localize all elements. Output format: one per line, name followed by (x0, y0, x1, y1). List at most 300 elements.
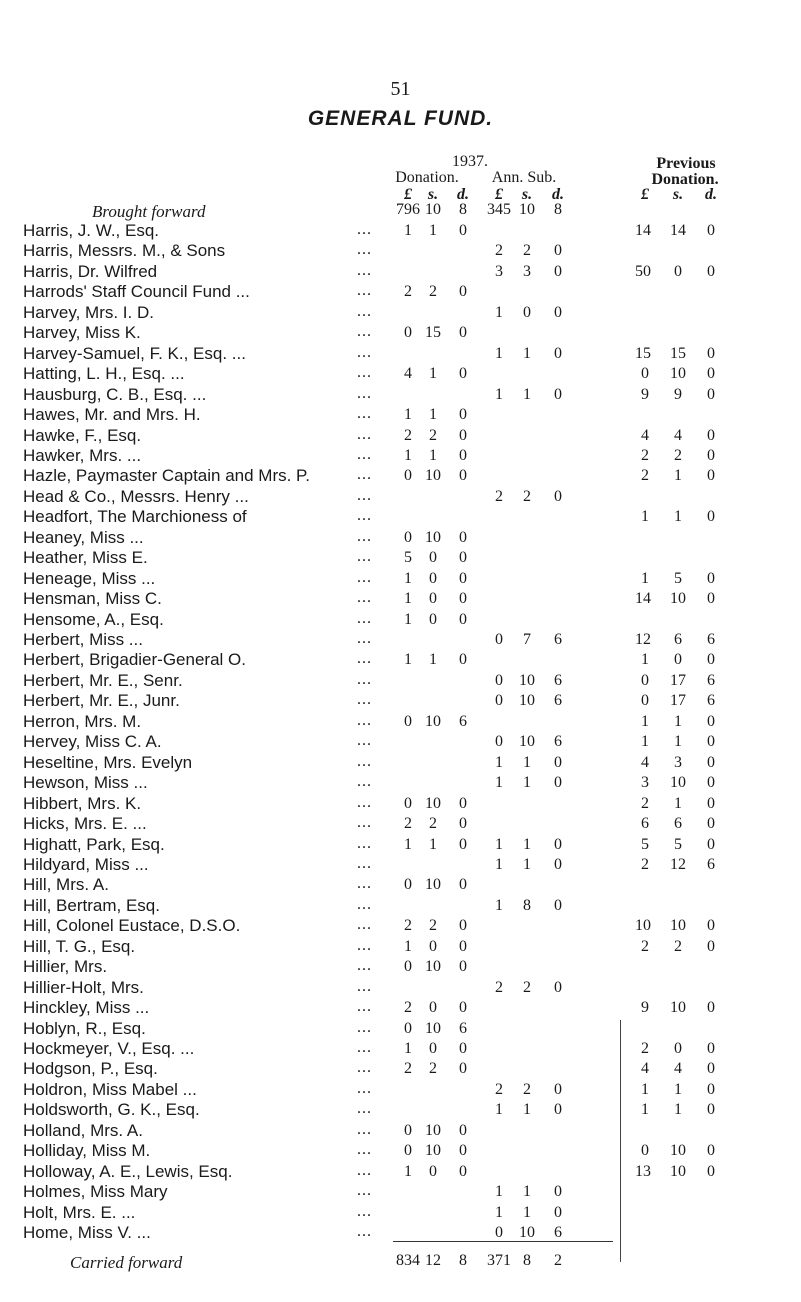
entry-ann-sub-pounds: 1 (495, 897, 503, 914)
entry-name: Head & Co., Messrs. Henry ... (23, 487, 249, 506)
entry-previous-pounds: 10 (635, 917, 651, 934)
leader-dots: ... (357, 1203, 372, 1220)
leader-dots: ... (357, 262, 372, 279)
entry-previous-shillings: 1 (674, 1081, 682, 1098)
entry-ann-sub-shillings: 2 (523, 242, 531, 259)
entry-ann-sub-shillings: 1 (523, 856, 531, 873)
leader-dots: ... (357, 221, 372, 238)
entry-donation-shillings: 0 (429, 1040, 437, 1057)
entry-previous-shillings: 3 (674, 754, 682, 771)
entry-previous-shillings: 4 (674, 427, 682, 444)
currency-symbol-donation: £ (404, 186, 412, 203)
entry-donation-shillings: 10 (425, 876, 441, 893)
brought-forward-ann-sub: 345 (487, 201, 511, 218)
entry-previous-pence: 0 (707, 774, 715, 791)
entry-name: Heaney, Miss ... (23, 528, 144, 547)
entry-ann-sub-pounds: 2 (495, 242, 503, 259)
entry-name: Heseltine, Mrs. Evelyn (23, 753, 193, 772)
entry-ann-sub-pounds: 2 (495, 1081, 503, 1098)
entry-previous-pounds: 1 (641, 1101, 649, 1118)
entry-ann-sub-pounds: 1 (495, 1204, 503, 1221)
entry-ann-sub-pounds: 1 (495, 345, 503, 362)
entry-donation-pence: 0 (459, 611, 467, 628)
entry-donation-pence: 0 (459, 570, 467, 587)
entry-previous-pounds: 1 (641, 733, 649, 750)
entry-donation-pounds: 0 (404, 958, 412, 975)
entry-previous-pounds: 0 (641, 1142, 649, 1159)
entry-donation-pounds: 1 (404, 570, 412, 587)
entry-ann-sub-pounds: 1 (495, 1183, 503, 1200)
leader-dots: ... (357, 466, 372, 483)
entry-name: Holdsworth, G. K., Esq. (23, 1100, 200, 1119)
leader-dots: ... (357, 548, 372, 565)
entry-previous-shillings: 2 (674, 938, 682, 955)
entry-previous-pence: 0 (707, 508, 715, 525)
entry-ann-sub-pence: 0 (554, 836, 562, 853)
entry-donation-shillings: 1 (429, 447, 437, 464)
entry-donation-shillings: 1 (429, 406, 437, 423)
entry-donation-shillings: 2 (429, 815, 437, 832)
entry-name: Hawker, Mrs. ... (23, 446, 142, 465)
entry-donation-pence: 0 (459, 938, 467, 955)
leader-dots: ... (357, 1059, 372, 1076)
entry-donation-pounds: 1 (404, 1163, 412, 1180)
entry-ann-sub-pence: 0 (554, 263, 562, 280)
entry-name: Harrods' Staff Council Fund ... (23, 282, 250, 301)
entry-previous-pounds: 13 (635, 1163, 651, 1180)
currency-symbol-previous: s. (672, 186, 684, 203)
entry-previous-pence: 0 (707, 713, 715, 730)
leader-dots: ... (357, 1019, 372, 1036)
entry-donation-shillings: 10 (425, 795, 441, 812)
entry-ann-sub-pounds: 1 (495, 856, 503, 873)
entry-previous-shillings: 10 (670, 1163, 686, 1180)
leader-dots: ... (357, 303, 372, 320)
entry-donation-pence: 0 (459, 651, 467, 668)
entry-previous-pence: 0 (707, 222, 715, 239)
entry-previous-shillings: 10 (670, 917, 686, 934)
entry-donation-pence: 0 (459, 958, 467, 975)
entry-name: Home, Miss V. ... (23, 1223, 151, 1242)
entry-donation-shillings: 2 (429, 1060, 437, 1077)
entry-donation-shillings: 10 (425, 1142, 441, 1159)
leader-dots: ... (357, 712, 372, 729)
entry-previous-pence: 0 (707, 1101, 715, 1118)
entry-donation-shillings: 1 (429, 222, 437, 239)
leader-dots: ... (357, 282, 372, 299)
entry-name: Hawke, F., Esq. (23, 426, 142, 445)
page-title: GENERAL FUND. (307, 107, 494, 130)
entry-donation-pence: 0 (459, 836, 467, 853)
entry-donation-pence: 0 (459, 1163, 467, 1180)
entry-previous-pounds: 2 (641, 795, 649, 812)
leader-dots: ... (357, 896, 372, 913)
entry-previous-shillings: 17 (670, 692, 686, 709)
entry-donation-shillings: 0 (429, 549, 437, 566)
entry-previous-pounds: 15 (635, 345, 651, 362)
entry-donation-pence: 0 (459, 999, 467, 1016)
entry-name: Hervey, Miss C. A. (23, 732, 162, 751)
entry-donation-shillings: 10 (425, 1020, 441, 1037)
leader-dots: ... (357, 916, 372, 933)
header-previous: Previous (656, 155, 716, 172)
entry-previous-pounds: 14 (635, 590, 651, 607)
leader-dots: ... (357, 426, 372, 443)
entry-ann-sub-pence: 0 (554, 774, 562, 791)
entry-previous-shillings: 10 (670, 590, 686, 607)
leader-dots: ... (357, 1100, 372, 1117)
entry-name: Hibbert, Mrs. K. (23, 794, 142, 813)
entry-ann-sub-shillings: 10 (519, 1224, 535, 1241)
entry-donation-pence: 0 (459, 365, 467, 382)
entry-previous-pence: 0 (707, 467, 715, 484)
currency-symbol-ann_sub: £ (495, 186, 503, 203)
header-donation: Donation. (395, 169, 459, 186)
entry-donation-shillings: 1 (429, 836, 437, 853)
entry-ann-sub-pounds: 1 (495, 754, 503, 771)
entry-ann-sub-pence: 0 (554, 386, 562, 403)
entry-previous-pence: 6 (707, 672, 715, 689)
entry-ann-sub-pounds: 0 (495, 1224, 503, 1241)
entry-ann-sub-pounds: 0 (495, 631, 503, 648)
entry-ann-sub-pence: 0 (554, 1183, 562, 1200)
entry-name: Herbert, Miss ... (23, 630, 143, 649)
entry-previous-pounds: 6 (641, 815, 649, 832)
entry-donation-pounds: 0 (404, 529, 412, 546)
entry-donation-shillings: 1 (429, 651, 437, 668)
entry-ann-sub-shillings: 0 (523, 304, 531, 321)
entry-ann-sub-pounds: 3 (495, 263, 503, 280)
leader-dots: ... (357, 732, 372, 749)
brought-forward-ann-sub: 8 (554, 201, 562, 218)
leader-dots: ... (357, 855, 372, 872)
entry-ann-sub-pounds: 1 (495, 774, 503, 791)
entry-name: Harris, Dr. Wilfred (23, 262, 158, 281)
entry-name: Harris, J. W., Esq. (23, 221, 160, 240)
entry-donation-pounds: 0 (404, 1142, 412, 1159)
entry-previous-pence: 0 (707, 590, 715, 607)
entry-previous-pence: 0 (707, 427, 715, 444)
leader-dots: ... (357, 875, 372, 892)
entry-donation-shillings: 10 (425, 958, 441, 975)
entry-previous-pounds: 2 (641, 447, 649, 464)
entry-name: Hensome, A., Esq. (23, 610, 164, 629)
leader-dots: ... (357, 773, 372, 790)
carried-forward-donation: 834 (396, 1252, 420, 1269)
entry-donation-pence: 0 (459, 283, 467, 300)
entry-donation-pence: 0 (459, 467, 467, 484)
entry-ann-sub-shillings: 2 (523, 979, 531, 996)
entry-name: Harvey, Miss K. (23, 323, 141, 342)
carried-forward-donation: 8 (459, 1252, 467, 1269)
entry-donation-pounds: 0 (404, 1020, 412, 1037)
carried-forward-ann-sub: 8 (523, 1252, 531, 1269)
entry-ann-sub-pence: 0 (554, 488, 562, 505)
entry-name: Hausburg, C. B., Esq. ... (23, 385, 207, 404)
entry-name: Holmes, Miss Mary (23, 1182, 168, 1201)
entry-ann-sub-pounds: 2 (495, 979, 503, 996)
header-previous-donation: Donation. (651, 171, 719, 188)
entry-previous-pounds: 4 (641, 754, 649, 771)
entry-ann-sub-pence: 6 (554, 733, 562, 750)
entry-previous-pence: 0 (707, 651, 715, 668)
entry-previous-pence: 6 (707, 692, 715, 709)
entry-ann-sub-pounds: 0 (495, 733, 503, 750)
entry-previous-shillings: 4 (674, 1060, 682, 1077)
entry-previous-pounds: 0 (641, 692, 649, 709)
entry-donation-pounds: 0 (404, 876, 412, 893)
entry-donation-shillings: 0 (429, 570, 437, 587)
entry-donation-shillings: 2 (429, 917, 437, 934)
entry-name: Holloway, A. E., Lewis, Esq. (23, 1162, 233, 1181)
entry-donation-pence: 6 (459, 713, 467, 730)
entry-previous-shillings: 10 (670, 999, 686, 1016)
entry-ann-sub-pence: 6 (554, 1224, 562, 1241)
entry-previous-shillings: 0 (674, 1040, 682, 1057)
entry-previous-pence: 0 (707, 754, 715, 771)
entry-name: Hatting, L. H., Esq. ... (23, 364, 185, 383)
entry-donation-pounds: 1 (404, 222, 412, 239)
entry-name: Harvey-Samuel, F. K., Esq. ... (23, 344, 246, 363)
entry-donation-pence: 0 (459, 590, 467, 607)
entry-previous-pounds: 2 (641, 1040, 649, 1057)
entry-previous-shillings: 10 (670, 365, 686, 382)
entry-donation-shillings: 10 (425, 529, 441, 546)
entry-previous-shillings: 5 (674, 570, 682, 587)
entry-ann-sub-pence: 0 (554, 1081, 562, 1098)
leader-dots: ... (357, 569, 372, 586)
entry-previous-shillings: 9 (674, 386, 682, 403)
entry-previous-pounds: 0 (641, 365, 649, 382)
entry-ann-sub-shillings: 1 (523, 754, 531, 771)
carried-forward-ann-sub: 371 (487, 1252, 511, 1269)
entry-name: Highatt, Park, Esq. (23, 835, 165, 854)
entry-name: Hensman, Miss C. (23, 589, 162, 608)
currency-symbol-previous: £ (641, 186, 649, 203)
entry-name: Harvey, Mrs. I. D. (23, 303, 154, 322)
leader-dots: ... (357, 405, 372, 422)
entry-ann-sub-pence: 0 (554, 1101, 562, 1118)
leader-dots: ... (357, 835, 372, 852)
leader-dots: ... (357, 610, 372, 627)
entry-ann-sub-pounds: 1 (495, 836, 503, 853)
entry-previous-pounds: 4 (641, 427, 649, 444)
entry-previous-shillings: 10 (670, 774, 686, 791)
entry-ann-sub-pence: 6 (554, 631, 562, 648)
entry-donation-shillings: 2 (429, 427, 437, 444)
entry-ann-sub-pence: 6 (554, 672, 562, 689)
currency-symbol-ann_sub: d. (552, 186, 564, 203)
entry-previous-pence: 0 (707, 1142, 715, 1159)
currency-symbol-donation: d. (457, 186, 469, 203)
entry-donation-shillings: 10 (425, 713, 441, 730)
entry-previous-pence: 0 (707, 795, 715, 812)
entry-previous-shillings: 1 (674, 1101, 682, 1118)
leader-dots: ... (357, 630, 372, 647)
entry-ann-sub-shillings: 1 (523, 1101, 531, 1118)
entry-ann-sub-shillings: 1 (523, 1183, 531, 1200)
entry-ann-sub-pence: 0 (554, 856, 562, 873)
entry-previous-pounds: 1 (641, 570, 649, 587)
entry-previous-pounds: 1 (641, 1081, 649, 1098)
entry-previous-pounds: 4 (641, 1060, 649, 1077)
entry-previous-shillings: 15 (670, 345, 686, 362)
entry-previous-pounds: 9 (641, 386, 649, 403)
entry-name: Hillier-Holt, Mrs. (23, 978, 144, 997)
leader-dots: ... (357, 589, 372, 606)
brought-forward-donation: 796 (396, 201, 420, 218)
entry-name: Hill, Colonel Eustace, D.S.O. (23, 916, 241, 935)
leader-dots: ... (357, 446, 372, 463)
entry-donation-pence: 0 (459, 1122, 467, 1139)
entry-name: Hillier, Mrs. (23, 957, 108, 976)
entry-ann-sub-shillings: 1 (523, 345, 531, 362)
entry-donation-pounds: 0 (404, 795, 412, 812)
entry-ann-sub-pence: 0 (554, 304, 562, 321)
entry-previous-pounds: 1 (641, 508, 649, 525)
entry-previous-pence: 0 (707, 836, 715, 853)
entry-name: Harris, Messrs. M., & Sons (23, 241, 226, 260)
leader-dots: ... (357, 1039, 372, 1056)
entry-name: Hill, Mrs. A. (23, 875, 109, 894)
entry-previous-shillings: 12 (670, 856, 686, 873)
entry-ann-sub-shillings: 1 (523, 774, 531, 791)
entry-previous-pounds: 2 (641, 467, 649, 484)
entry-previous-pence: 0 (707, 815, 715, 832)
entry-ann-sub-shillings: 1 (523, 836, 531, 853)
leader-dots: ... (357, 487, 372, 504)
brought-forward-donation: 8 (459, 201, 467, 218)
entry-donation-shillings: 2 (429, 283, 437, 300)
entry-previous-pounds: 14 (635, 222, 651, 239)
leader-dots: ... (357, 528, 372, 545)
entry-donation-pounds: 4 (404, 365, 412, 382)
entry-name: Hinckley, Miss ... (23, 998, 150, 1017)
entry-donation-pounds: 0 (404, 467, 412, 484)
entry-ann-sub-shillings: 10 (519, 733, 535, 750)
entry-ann-sub-pounds: 1 (495, 386, 503, 403)
leader-dots: ... (357, 998, 372, 1015)
entry-name: Hockmeyer, V., Esq. ... (23, 1039, 195, 1058)
entry-ann-sub-pounds: 1 (495, 1101, 503, 1118)
leader-dots: ... (357, 650, 372, 667)
header-year: 1937. (452, 153, 488, 170)
entry-ann-sub-pence: 0 (554, 345, 562, 362)
leader-dots: ... (357, 344, 372, 361)
entry-donation-shillings: 0 (429, 611, 437, 628)
entry-donation-shillings: 0 (429, 999, 437, 1016)
entry-donation-shillings: 15 (425, 324, 441, 341)
entry-ann-sub-pence: 0 (554, 897, 562, 914)
entry-donation-pence: 0 (459, 406, 467, 423)
entry-donation-pounds: 1 (404, 447, 412, 464)
entry-previous-shillings: 1 (674, 733, 682, 750)
carried-forward-donation: 12 (425, 1252, 441, 1269)
entry-donation-pounds: 5 (404, 549, 412, 566)
entry-previous-shillings: 6 (674, 815, 682, 832)
entry-previous-pounds: 0 (641, 672, 649, 689)
entry-donation-pounds: 2 (404, 917, 412, 934)
entry-ann-sub-shillings: 1 (523, 1204, 531, 1221)
carried-forward-label: Carried forward (70, 1253, 183, 1272)
leader-dots: ... (357, 1121, 372, 1138)
entry-name: Holliday, Miss M. (23, 1141, 151, 1160)
entry-name: Herron, Mrs. M. (23, 712, 142, 731)
entry-donation-pence: 0 (459, 1040, 467, 1057)
entry-donation-pounds: 0 (404, 713, 412, 730)
entry-ann-sub-pence: 0 (554, 1204, 562, 1221)
entry-donation-pounds: 2 (404, 283, 412, 300)
entry-previous-pounds: 1 (641, 713, 649, 730)
entry-previous-shillings: 2 (674, 447, 682, 464)
entry-previous-shillings: 17 (670, 672, 686, 689)
leader-dots: ... (357, 937, 372, 954)
brought-forward-ann-sub: 10 (519, 201, 535, 218)
entry-donation-pounds: 1 (404, 406, 412, 423)
entry-donation-pounds: 0 (404, 324, 412, 341)
entry-ann-sub-shillings: 2 (523, 488, 531, 505)
entry-donation-pence: 0 (459, 795, 467, 812)
total-rule (393, 1241, 613, 1242)
leader-dots: ... (357, 1223, 372, 1240)
entry-previous-pence: 0 (707, 570, 715, 587)
entry-previous-pence: 0 (707, 938, 715, 955)
entry-previous-pence: 0 (707, 1163, 715, 1180)
entry-name: Hildyard, Miss ... (23, 855, 149, 874)
entry-donation-pounds: 1 (404, 1040, 412, 1057)
entry-previous-pounds: 3 (641, 774, 649, 791)
leader-dots: ... (357, 671, 372, 688)
entry-previous-shillings: 14 (670, 222, 686, 239)
leader-dots: ... (357, 978, 372, 995)
entry-donation-shillings: 10 (425, 1122, 441, 1139)
entry-previous-pence: 0 (707, 733, 715, 750)
entry-donation-pence: 0 (459, 815, 467, 832)
entry-donation-pounds: 1 (404, 590, 412, 607)
entry-ann-sub-shillings: 10 (519, 692, 535, 709)
entry-ann-sub-shillings: 1 (523, 386, 531, 403)
entry-name: Holt, Mrs. E. ... (23, 1203, 136, 1222)
entry-donation-pence: 6 (459, 1020, 467, 1037)
entry-ann-sub-shillings: 2 (523, 1081, 531, 1098)
entry-ann-sub-pence: 6 (554, 692, 562, 709)
entry-previous-shillings: 1 (674, 713, 682, 730)
entry-previous-pence: 0 (707, 345, 715, 362)
leader-dots: ... (357, 691, 372, 708)
entry-donation-pounds: 0 (404, 1122, 412, 1139)
entry-name: Holdron, Miss Mabel ... (23, 1080, 197, 1099)
entry-donation-pence: 0 (459, 222, 467, 239)
entry-donation-pounds: 1 (404, 836, 412, 853)
entry-previous-shillings: 10 (670, 1142, 686, 1159)
leader-dots: ... (357, 814, 372, 831)
entry-donation-pence: 0 (459, 549, 467, 566)
entry-previous-shillings: 1 (674, 508, 682, 525)
entry-ann-sub-pounds: 1 (495, 304, 503, 321)
entry-donation-pence: 0 (459, 529, 467, 546)
currency-symbol-donation: s. (427, 186, 439, 203)
leader-dots: ... (357, 1182, 372, 1199)
entry-donation-pence: 0 (459, 876, 467, 893)
entry-donation-shillings: 10 (425, 467, 441, 484)
entry-previous-shillings: 5 (674, 836, 682, 853)
entry-donation-pence: 0 (459, 1142, 467, 1159)
entry-donation-pence: 0 (459, 427, 467, 444)
entry-ann-sub-pence: 0 (554, 979, 562, 996)
entry-name: Hill, Bertram, Esq. (23, 896, 160, 915)
entry-donation-pence: 0 (459, 1060, 467, 1077)
leader-dots: ... (357, 1162, 372, 1179)
